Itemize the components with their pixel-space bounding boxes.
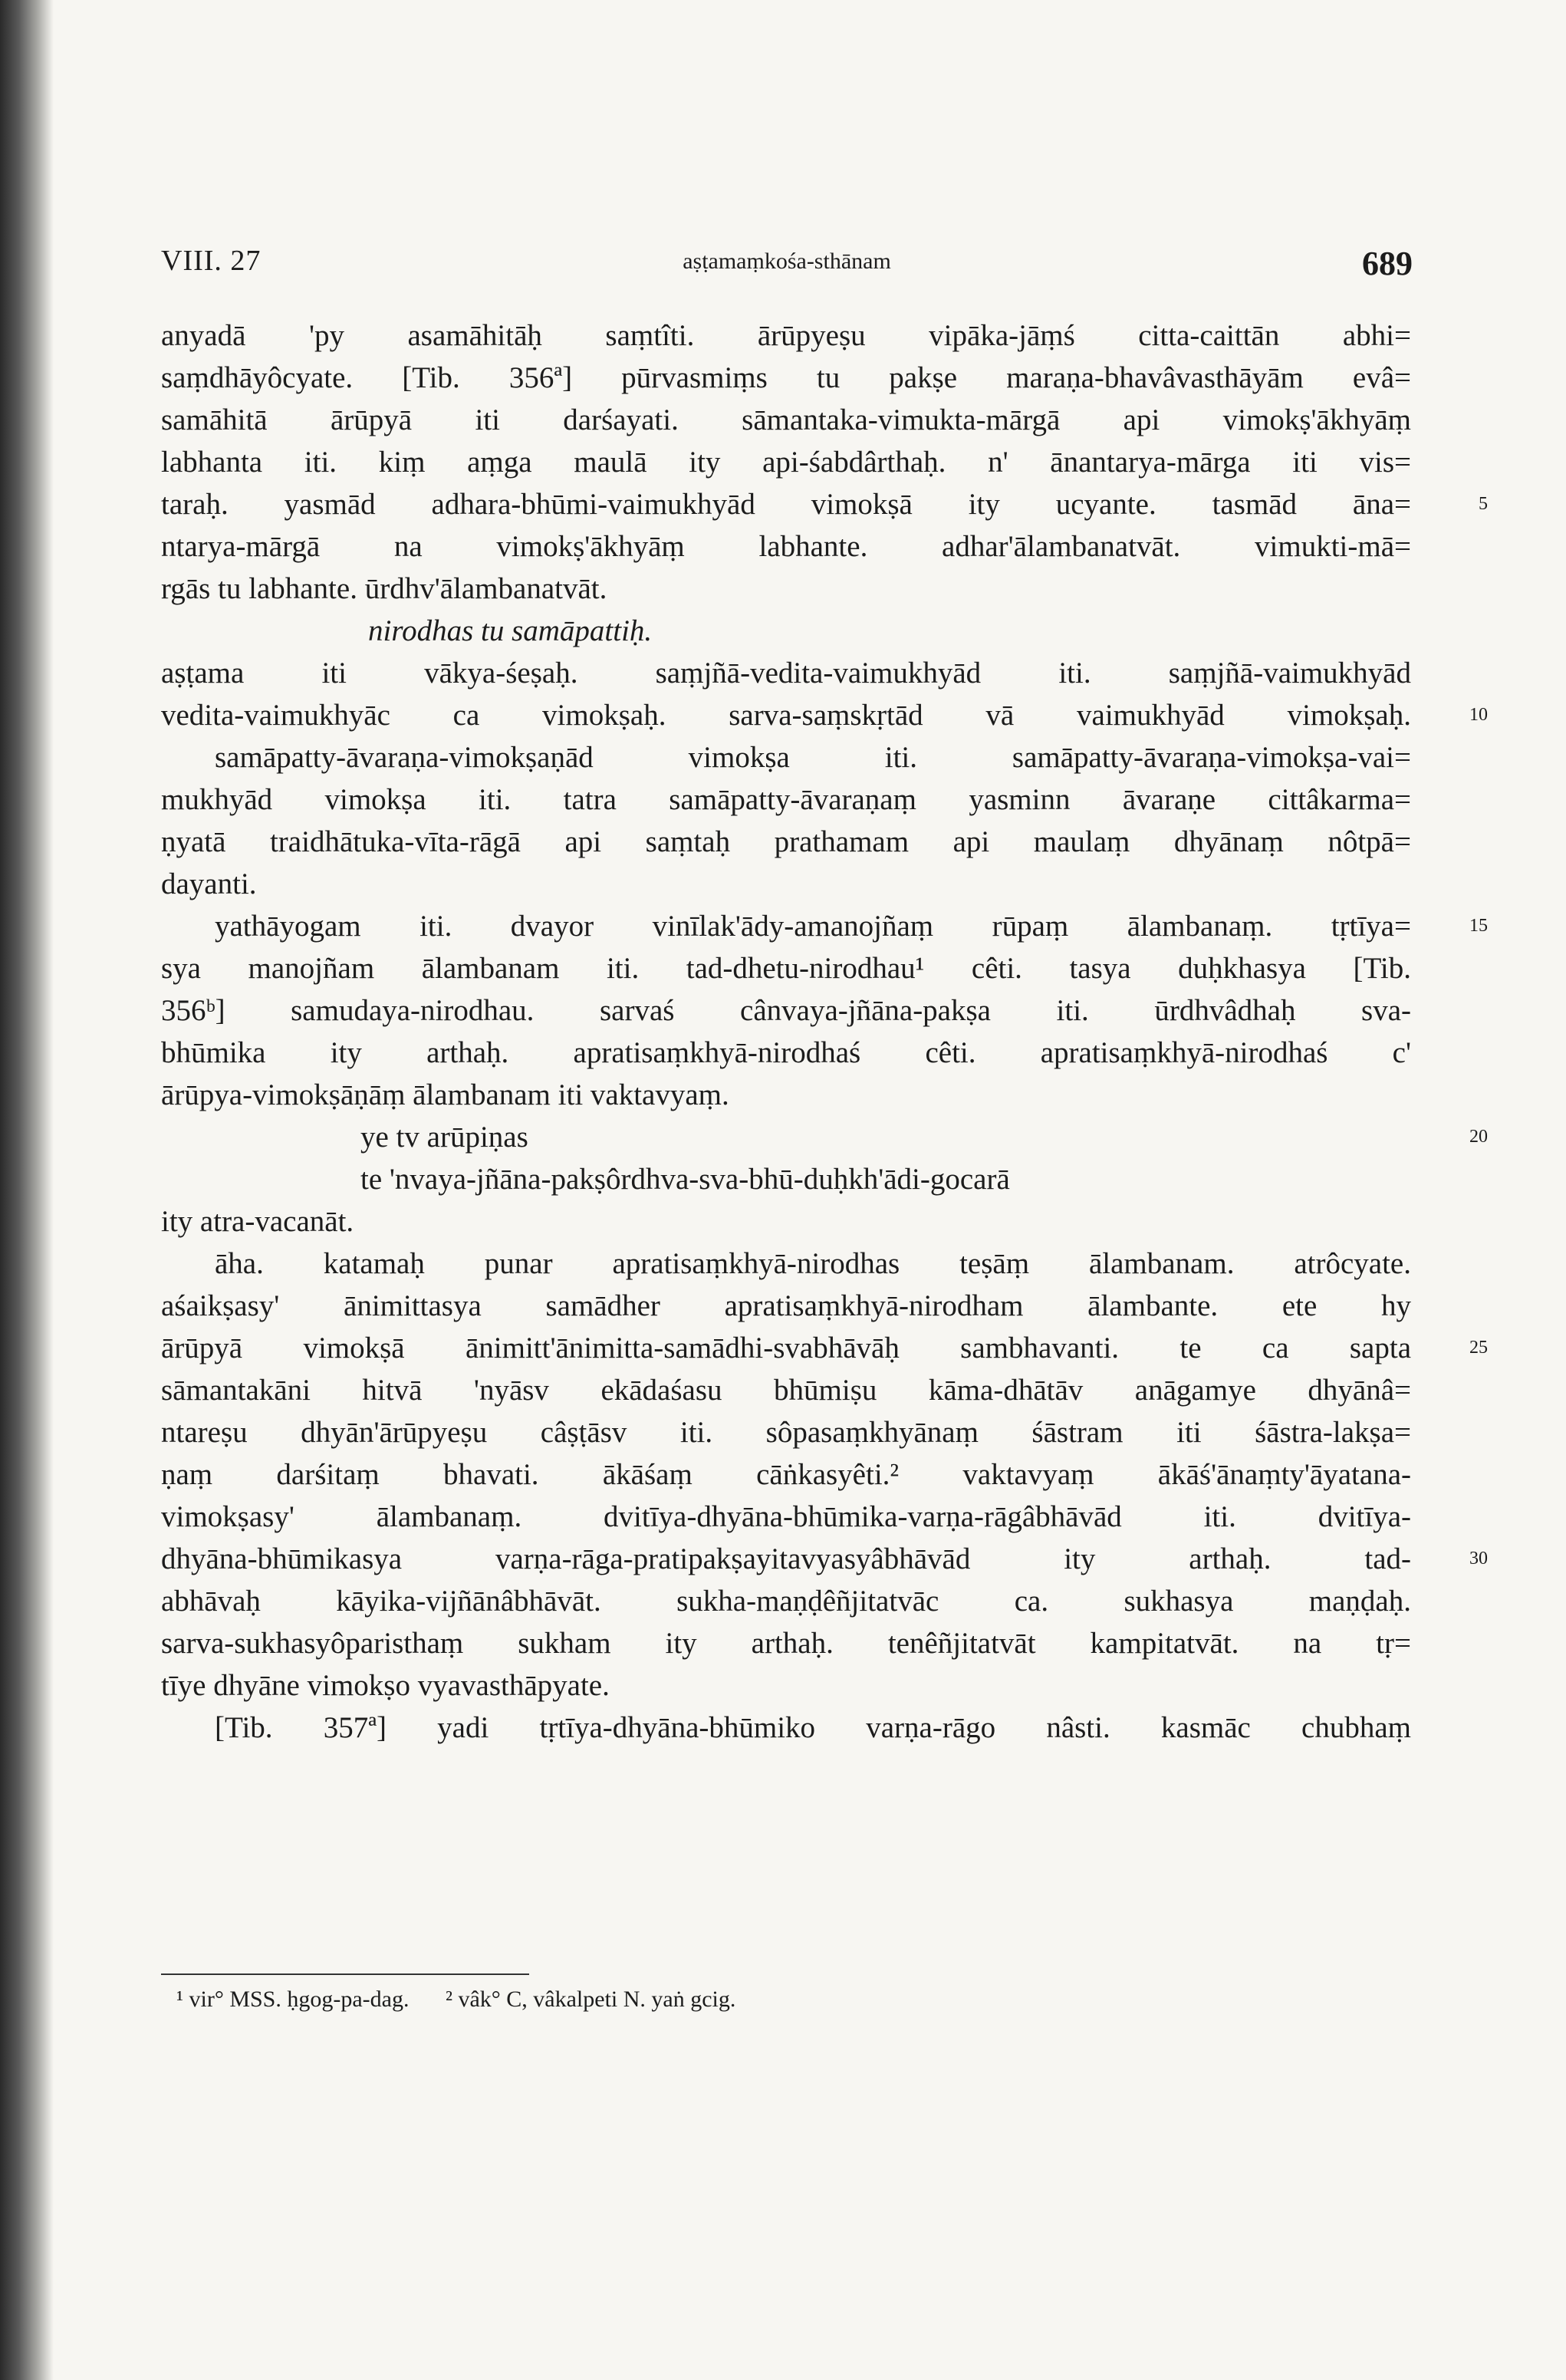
running-header xyxy=(161,244,1413,305)
line-number: 15 xyxy=(1469,916,1488,936)
page-number: 689 xyxy=(1362,245,1413,282)
text-line-18: bhūmika ity arthaḥ. apratisaṃkhyā-nirodhaś cêti. apratisaṃkhyā-nirodhaś c' xyxy=(161,1036,1411,1069)
text-line-4: labhanta iti. kiṃ aṃga maulā ity api-śabdârthaḥ. n' ānantarya-mārga iti vis= xyxy=(161,446,1411,479)
verse-heading: nirodhas tu samāpattiḥ. xyxy=(368,614,653,647)
text-line-28: ṇaṃ darśitaṃ bhavati. ākāśaṃ cāṅkasyêti.² vaktavyaṃ ākāś'ānaṃty'āyatana- xyxy=(161,1458,1411,1491)
text-line-16: sya manojñam ālambanam iti. tad-dhetu-nirodhau¹ cêti. tasya duḥkhasya [Tib. xyxy=(161,952,1411,985)
text-line-3: samāhitā ārūpyā iti darśayati. sāmantaka-vimukta-mārgā api vimokṣ'ākhyāṃ xyxy=(161,403,1411,436)
text-line-15: yathāyogam iti. dvayor vinīlak'ādy-amanojñaṃ rūpaṃ ālambanaṃ. tṛtīya= 15 xyxy=(161,905,1411,947)
text-line-27: ntareṣu dhyān'ārūpyeṣu câṣṭāsv iti. sôpasaṃkhyānaṃ śāstram iti śāstra-lakṣa= xyxy=(161,1416,1411,1449)
text-line-33: tīye dhyāne vimokṣo vyavasthāpyate. xyxy=(161,1669,610,1702)
verse-line-2: te 'nvaya-jñāna-pakṣôrdhva-sva-bhū-duḥkh'ādi-gocarā xyxy=(360,1163,1010,1196)
text-line-19: ārūpya-vimokṣāṇāṃ ālambanam iti vaktavyaṃ. xyxy=(161,1078,729,1111)
text-line-13: ṇyatā traidhātuka-vīta-rāgā api saṃtaḥ prathamam api maulaṃ dhyānaṃ nôtpā= xyxy=(161,825,1411,858)
text-line-7: rgās tu labhante. ūrdhv'ālambanatvāt. xyxy=(161,572,607,605)
line-number: 5 xyxy=(1479,494,1488,514)
text-line-23: āha. katamaḥ punar apratisaṃkhyā-nirodhas teṣāṃ ālambanam. atrôcyate. xyxy=(215,1247,1411,1280)
main-text xyxy=(161,314,1488,1749)
footnote-1: ¹ vir° MSS. ḥgog-pa-dag. xyxy=(176,1987,410,2012)
text-line-25: ārūpyā vimokṣā ānimitt'ānimitta-samādhi-svabhāvāḥ sambhavanti. te ca sapta 25 xyxy=(161,1327,1411,1369)
text-line-29: vimokṣasy' ālambanaṃ. dvitīya-dhyāna-bhūmika-varṇa-rāgâbhāvād iti. dvitīya- xyxy=(161,1500,1411,1533)
text-line-31: abhāvaḥ kāyika-vijñānâbhāvāt. sukha-maṇḍêñjitatvāc ca. sukhasya maṇḍaḥ. xyxy=(161,1585,1411,1618)
footnotes xyxy=(176,1987,766,2013)
text-line-30: dhyāna-bhūmikasya varṇa-rāga-pratipakṣayitavyasyâbhāvād ity arthaḥ. tad- 30 xyxy=(161,1538,1411,1580)
text-line-1: anyadā 'py asamāhitāḥ saṃtîti. ārūpyeṣu vipāka-jāṃś citta-caittān abhi= xyxy=(161,319,1411,352)
text-line-11: samāpatty-āvaraṇa-vimokṣaṇād vimokṣa iti. samāpatty-āvaraṇa-vimokṣa-vai= xyxy=(215,741,1411,774)
text-line-12: mukhyād vimokṣa iti. tatra samāpatty-āvaraṇaṃ yasminn āvaraṇe cittâkarma= xyxy=(161,783,1411,816)
text-line-6: ntarya-mārgā na vimokṣ'ākhyāṃ labhante. adhar'ālambanatvāt. vimukti-mā= xyxy=(161,530,1411,563)
footnote-rule xyxy=(161,1973,529,1975)
verse-line-1: ye tv arūpiṇas 20 xyxy=(161,1116,1411,1158)
text-line-24: aśaikṣasy' ānimittasya samādher apratisaṃkhyā-nirodham ālambante. ete hy xyxy=(161,1289,1411,1322)
text-line-22: ity atra-vacanāt. xyxy=(161,1205,354,1238)
section-number: VIII. 27 xyxy=(161,245,262,277)
line-number: 10 xyxy=(1469,705,1488,725)
footnote-2: ² vâk° C, vâkalpeti N. yaṅ gcig. xyxy=(445,1987,736,2012)
book-binding-shadow xyxy=(0,0,54,2380)
text-line-10: vedita-vaimukhyāc ca vimokṣaḥ. sarva-saṃskṛtād vā vaimukhyād vimokṣaḥ. 10 xyxy=(161,694,1411,736)
line-number: 20 xyxy=(1469,1127,1488,1147)
line-number: 30 xyxy=(1469,1549,1488,1569)
text-line-32: sarva-sukhasyôparisthaṃ sukham ity arthaḥ. tenêñjitatvāt kampitatvāt. na tṛ= xyxy=(161,1627,1411,1660)
text-line-14: dayanti. xyxy=(161,867,257,900)
text-line-9: aṣṭama iti vākya-śeṣaḥ. saṃjñā-vedita-vaimukhyād iti. saṃjñā-vaimukhyād xyxy=(161,657,1411,690)
line-number: 25 xyxy=(1469,1338,1488,1358)
text-line-26: sāmantakāni hitvā 'nyāsv ekādaśasu bhūmiṣu kāma-dhātāv anāgamye dhyānâ= xyxy=(161,1374,1411,1407)
text-line-5: taraḥ. yasmād adhara-bhūmi-vaimukhyād vimokṣā ity ucyante. tasmād āna= 5 xyxy=(161,483,1411,525)
text-line-34: [Tib. 357ª] yadi tṛtīya-dhyāna-bhūmiko varṇa-rāgo nâsti. kasmāc chubhaṃ xyxy=(215,1711,1411,1744)
text-line-17: 356ᵇ] samudaya-nirodhau. sarvaś cânvaya-jñāna-pakṣa iti. ūrdhvâdhaḥ sva- xyxy=(161,994,1411,1027)
running-title: aṣṭamaṃkośa-sthānam xyxy=(683,249,891,274)
text-line-2: saṃdhāyôcyate. [Tib. 356ª] pūrvasmiṃs tu pakṣe maraṇa-bhavâvasthāyām evâ= xyxy=(161,361,1411,394)
